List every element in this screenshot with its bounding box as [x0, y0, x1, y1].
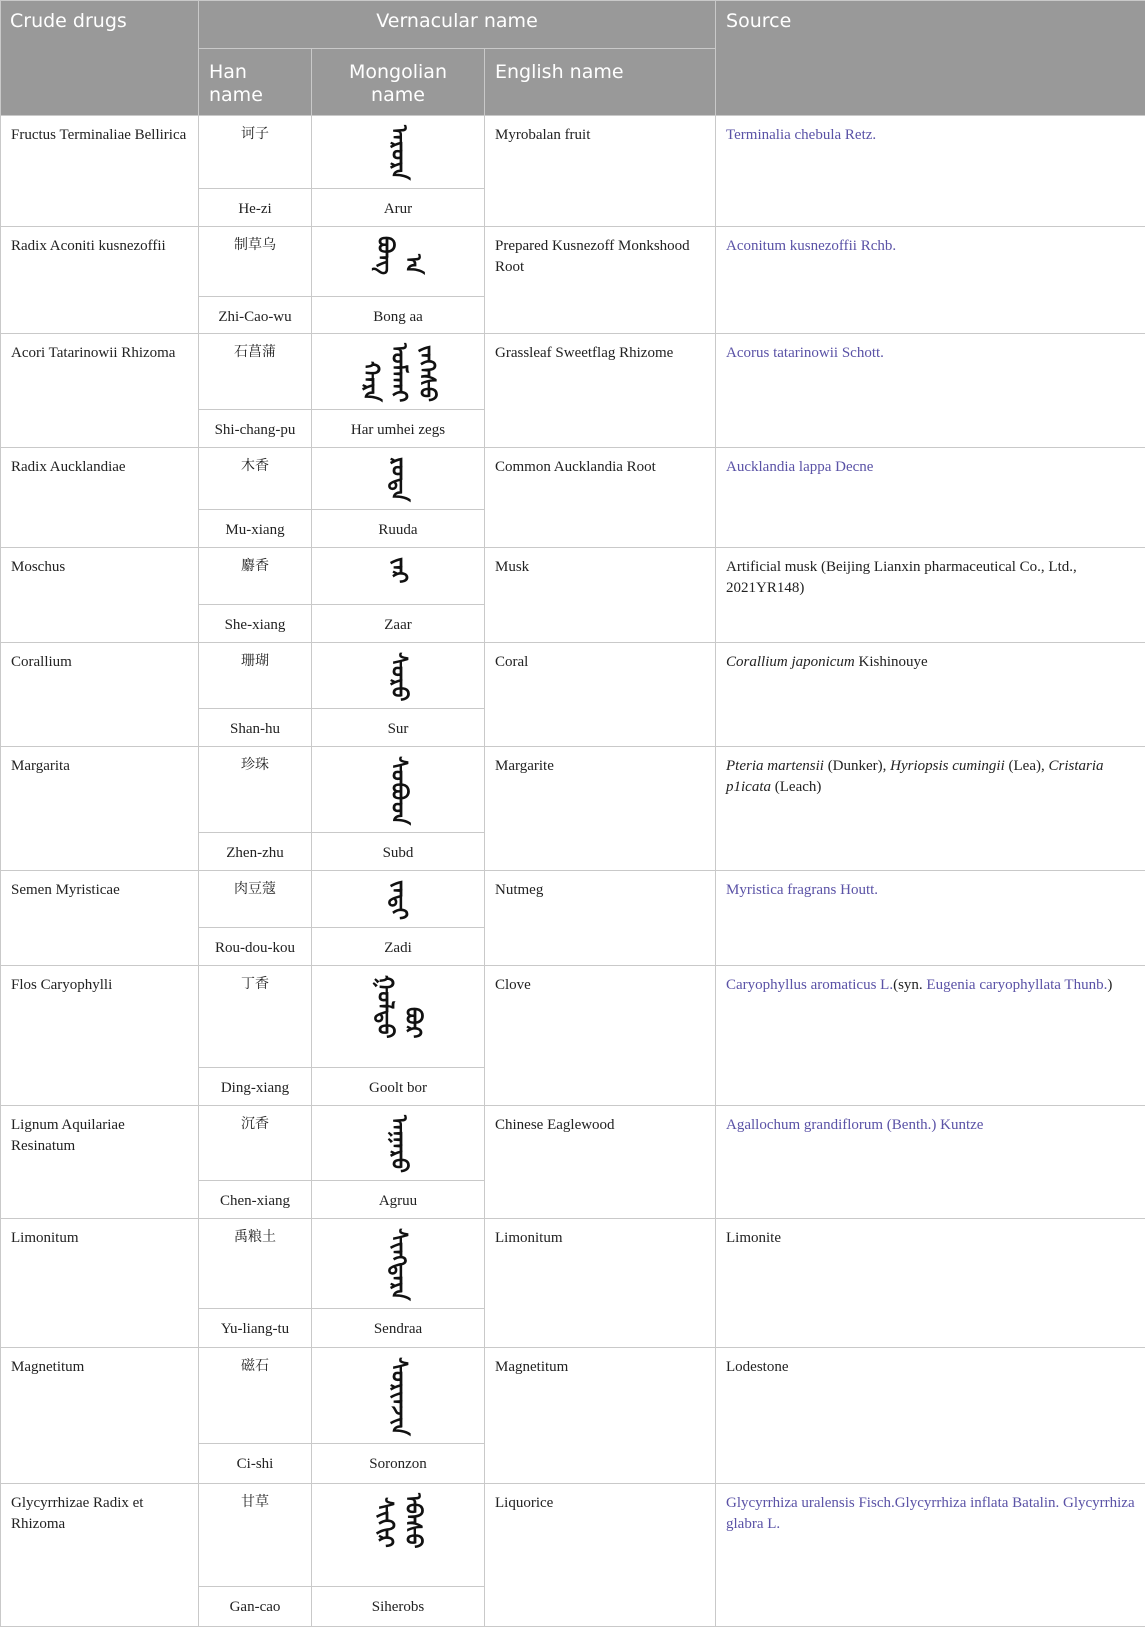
han-name-cell: 珊瑚 — [199, 642, 312, 708]
source-text[interactable]: Aucklandia lappa Decne — [726, 459, 873, 475]
mongolian-latin-cell: Zadi — [312, 928, 485, 966]
mongolian-latin-cell: Goolt bor — [312, 1068, 485, 1106]
han-name-cell: 木香 — [199, 447, 312, 509]
header-mongolian-name: Mongolian name — [312, 49, 485, 116]
english-name-cell: Margarite — [485, 747, 716, 871]
han-name-cell: 丁香 — [199, 966, 312, 1068]
crude-drug-cell: Flos Caryophylli — [1, 966, 199, 1106]
mongolian-script-cell — [312, 1106, 485, 1181]
source-part[interactable]: Eugenia caryophyllata Thunb. — [926, 977, 1107, 993]
mongolian-script-word: ᠵᠠᠳᠢ — [387, 880, 409, 920]
han-name-cell: 甘草 — [199, 1483, 312, 1586]
english-name-cell: Grassleaf Sweetflag Rhizome — [485, 333, 716, 447]
mongolian-script-word: ᠠᠭᠠᠷᠤ — [387, 1115, 409, 1173]
header-row-1 — [1, 1, 1145, 49]
mongolian-script-word: ᠪᠣᠷ — [401, 1007, 423, 1039]
mongolian-script-word: ᠤᠮᠬᠠᠢ — [387, 343, 409, 402]
source-cell — [716, 1347, 1145, 1483]
crude-drug-cell: Margarita — [1, 747, 199, 871]
han-pinyin-cell: Zhi-Cao-wu — [199, 296, 312, 333]
english-name-cell: Coral — [485, 642, 716, 746]
table-row — [1, 747, 1145, 833]
source-cell — [716, 116, 1145, 226]
english-name-cell: Myrobalan fruit — [485, 116, 716, 226]
crude-drug-cell: Magnetitum — [1, 1347, 199, 1483]
mongolian-latin-cell: Har umhei zegs — [312, 409, 485, 447]
table-row — [1, 1347, 1145, 1443]
han-name-cell: 诃子 — [199, 116, 312, 188]
header-english-name: English name — [485, 49, 716, 116]
source-cell — [716, 642, 1145, 746]
han-name-cell: 沉香 — [199, 1106, 312, 1181]
table-row — [1, 871, 1145, 928]
source-part[interactable]: Glycyrrhiza uralensis Fisch.Glycyrrhiza inflata Batalin. Glycyrrhiza glabra L. — [726, 1495, 1135, 1532]
mongolian-script-cell — [312, 116, 485, 188]
crude-drug-cell: Radix Aucklandiae — [1, 447, 199, 547]
crude-drug-cell: Corallium — [1, 642, 199, 746]
han-pinyin-cell: Shi-chang-pu — [199, 409, 312, 447]
mongolian-script-cell — [312, 547, 485, 604]
source-part[interactable]: Caryophyllus aromaticus L. — [726, 977, 893, 993]
header-han-name: Han name — [199, 49, 312, 116]
mongolian-script-cell — [312, 747, 485, 833]
crude-drug-cell: Glycyrrhizae Radix et Rhizoma — [1, 1483, 199, 1626]
mongolian-latin-cell: Sendraa — [312, 1308, 485, 1347]
mongolian-latin-cell: Sur — [312, 709, 485, 747]
mongolian-script-word: ᠠ — [401, 254, 423, 274]
mongolian-latin-cell: Ruuda — [312, 509, 485, 547]
english-name-cell: Liquorice — [485, 1483, 716, 1626]
han-name-cell: 麝香 — [199, 547, 312, 604]
mongolian-script-word: ᠠᠷᠤᠷᠠ — [387, 125, 409, 180]
table-body — [1, 116, 1145, 1626]
english-name-cell: Musk — [485, 547, 716, 642]
mongolian-script-word: ᠪᠣᠩ — [373, 236, 395, 275]
english-name-cell: Limonitum — [485, 1219, 716, 1348]
table-row — [1, 1106, 1145, 1181]
mongolian-script-word: ᠬᠠᠷᠠ — [359, 361, 381, 402]
mongolian-script-cell — [312, 447, 485, 509]
header-crude-drugs: Crude drugs — [1, 1, 199, 116]
mongolian-latin-cell: Siherobs — [312, 1586, 485, 1626]
table-row — [1, 447, 1145, 509]
han-pinyin-cell: Ding-xiang — [199, 1068, 312, 1106]
mongolian-script-word: ᠡᠪᠡᠰᠦ — [401, 1493, 423, 1549]
source-text[interactable]: Agallochum grandiflorum (Benth.) Kuntze — [726, 1117, 983, 1133]
english-name-cell: Prepared Kusnezoff Monkshood Root — [485, 226, 716, 333]
english-name-cell: Nutmeg — [485, 871, 716, 966]
english-name-cell: Chinese Eaglewood — [485, 1106, 716, 1219]
mongolian-script-word: ᠰᠤᠪᠤᠳ — [387, 756, 409, 825]
table-row — [1, 547, 1145, 604]
source-cell — [716, 447, 1145, 547]
mongolian-latin-cell: Zaar — [312, 604, 485, 642]
source-part: Corallium japonicum — [726, 654, 855, 670]
han-pinyin-cell: Ci-shi — [199, 1443, 312, 1483]
mongolian-script-cell — [312, 1347, 485, 1443]
han-name-cell: 石菖蒲 — [199, 333, 312, 409]
han-pinyin-cell: Chen-xiang — [199, 1181, 312, 1219]
source-text[interactable]: Acorus tatarinowii Schott. — [726, 345, 884, 361]
source-text[interactable]: Myristica fragrans Houtt. — [726, 882, 878, 898]
source-text: Lodestone — [726, 1359, 788, 1375]
source-part: Cristaria p1icata — [726, 758, 1104, 795]
mongolian-latin-cell: Soronzon — [312, 1443, 485, 1483]
mongolian-latin-cell: Subd — [312, 833, 485, 871]
source-text[interactable]: Terminalia chebula Retz. — [726, 127, 876, 143]
header-vernacular-name: Vernacular name — [199, 1, 716, 49]
crude-drug-cell: Radix Aconiti kusnezoffii — [1, 226, 199, 333]
mongolian-script-cell — [312, 1219, 485, 1309]
mongolian-latin-cell: Agruu — [312, 1181, 485, 1219]
han-name-cell: 肉豆蔻 — [199, 871, 312, 928]
han-pinyin-cell: She-xiang — [199, 604, 312, 642]
source-part: (Lea), — [1005, 758, 1049, 774]
han-pinyin-cell: Yu-liang-tu — [199, 1308, 312, 1347]
source-part: (Dunker), — [824, 758, 890, 774]
han-pinyin-cell: Mu-xiang — [199, 509, 312, 547]
source-part: Kishinouye — [855, 654, 928, 670]
source-cell — [716, 871, 1145, 966]
han-name-cell: 磁石 — [199, 1347, 312, 1443]
mongolian-script-word: ᠰᠤᠷᠤ — [387, 652, 409, 701]
mongolian-script-word: ᠰᠢᠬᠢᠷ — [373, 1497, 395, 1548]
mongolian-script-word: ᠵᠠᠷ — [387, 557, 409, 584]
mongolian-script-cell — [312, 1483, 485, 1586]
han-pinyin-cell: Rou-dou-kou — [199, 928, 312, 966]
source-cell — [716, 226, 1145, 333]
source-part: Hyriopsis cumingii — [890, 758, 1005, 774]
source-part: (Leach) — [771, 779, 821, 795]
mongolian-script-cell — [312, 333, 485, 409]
source-cell — [716, 1483, 1145, 1626]
crude-drug-cell: Moschus — [1, 547, 199, 642]
source-text: Artificial musk (Beijing Lianxin pharmaceutical Co., Ltd., 2021YR148) — [726, 559, 1077, 596]
source-cell — [716, 547, 1145, 642]
crude-drug-cell: Acori Tatarinowii Rhizoma — [1, 333, 199, 447]
han-pinyin-cell: Zhen-zhu — [199, 833, 312, 871]
english-name-cell: Clove — [485, 966, 716, 1106]
mongolian-script-cell — [312, 871, 485, 928]
table-row — [1, 1219, 1145, 1309]
crude-drug-cell: Fructus Terminaliae Bellirica — [1, 116, 199, 226]
source-part: Pteria martensii — [726, 758, 824, 774]
source-part: ) — [1107, 977, 1112, 993]
han-pinyin-cell: Gan-cao — [199, 1586, 312, 1626]
crude-drug-cell: Limonitum — [1, 1219, 199, 1348]
table-row — [1, 116, 1145, 188]
mongolian-script-cell — [312, 642, 485, 708]
han-pinyin-cell: Shan-hu — [199, 709, 312, 747]
mongolian-script-word: ᠷᠤᠳᠠ — [387, 457, 409, 502]
source-cell — [716, 1219, 1145, 1348]
table-row — [1, 333, 1145, 409]
crude-drug-cell: Lignum Aquilariae Resinatum — [1, 1106, 199, 1219]
header-source: Source — [716, 1, 1145, 116]
mongolian-script-cell — [312, 226, 485, 296]
mongolian-script-word: ᠭᠣᠯᠲᠤ — [373, 975, 395, 1039]
source-part: (syn. — [893, 977, 926, 993]
source-cell — [716, 966, 1145, 1106]
source-cell — [716, 333, 1145, 447]
table-row — [1, 966, 1145, 1068]
han-name-cell: 制草乌 — [199, 226, 312, 296]
mongolian-latin-cell: Arur — [312, 188, 485, 226]
mongolian-script-word: ᠰᠢᠩᠳᠠᠷᠠ — [387, 1228, 409, 1301]
han-name-cell: 禹粮土 — [199, 1219, 312, 1309]
mongolian-script-word: ᠵᠡᠭᠡᠰᠦ — [415, 345, 437, 402]
table-row — [1, 642, 1145, 708]
source-cell — [716, 747, 1145, 871]
han-name-cell: 珍珠 — [199, 747, 312, 833]
source-text: Limonite — [726, 1230, 781, 1246]
mongolian-script-cell — [312, 966, 485, 1068]
source-text[interactable]: Aconitum kusnezoffii Rchb. — [726, 238, 896, 254]
crude-drug-cell: Semen Myristicae — [1, 871, 199, 966]
mongolian-script-word: ᠰᠣᠷᠢᠨᠵᠢᠨ — [387, 1357, 409, 1436]
english-name-cell: Magnetitum — [485, 1347, 716, 1483]
table-row — [1, 1483, 1145, 1586]
han-pinyin-cell: He-zi — [199, 188, 312, 226]
english-name-cell: Common Aucklandia Root — [485, 447, 716, 547]
source-cell — [716, 1106, 1145, 1219]
table-row — [1, 226, 1145, 296]
mongolian-latin-cell: Bong aa — [312, 296, 485, 333]
